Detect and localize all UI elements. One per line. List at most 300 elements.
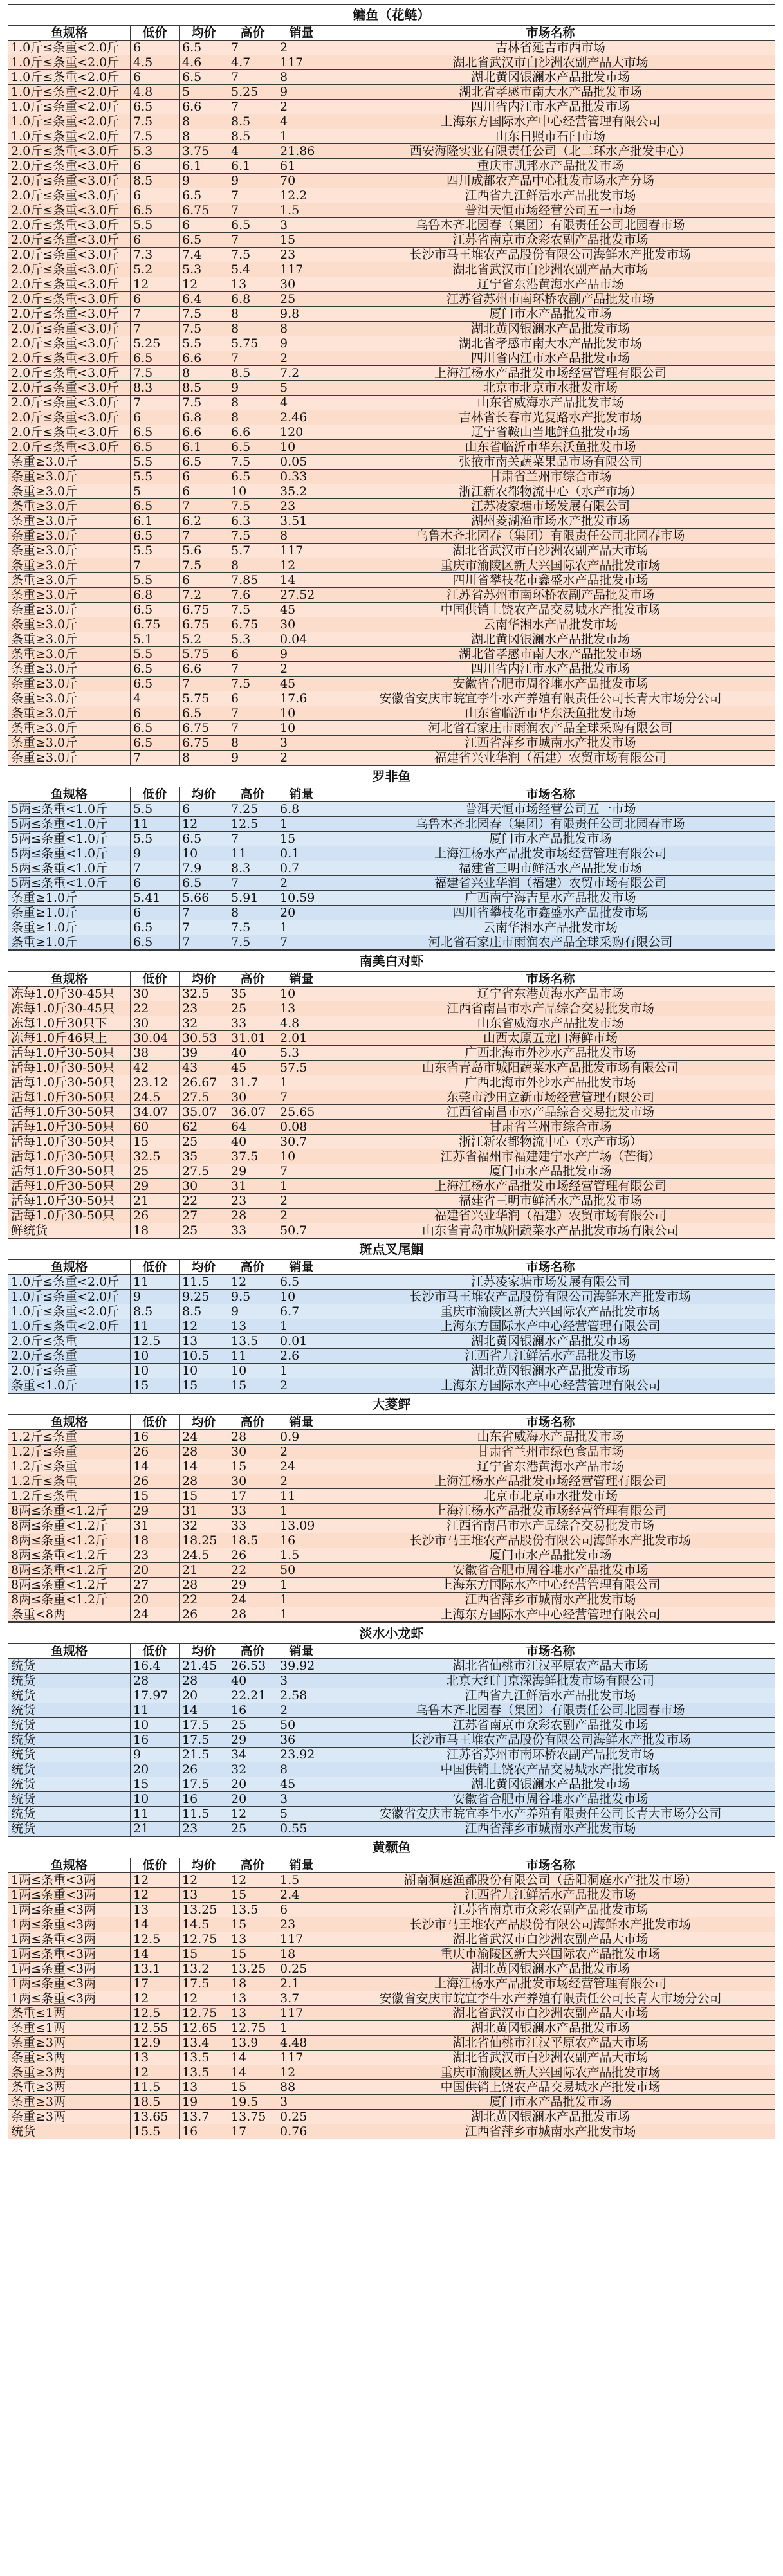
cell-volume: 7 <box>277 935 326 950</box>
cell-market: 江苏省苏州市南环桥农副产品批发市场 <box>326 588 775 603</box>
cell-high: 25 <box>228 1001 277 1016</box>
cell-low: 6.5 <box>131 662 180 677</box>
cell-spec: 1.0斤≤条重<2.0斤 <box>8 1319 131 1334</box>
cell-market: 四川省内江市水产品批发市场 <box>326 662 775 677</box>
table-row <box>8 1519 775 1533</box>
cell-low: 4.5 <box>131 55 180 70</box>
cell-volume: 2 <box>277 1474 326 1489</box>
cell-volume: 50.7 <box>277 1223 326 1238</box>
cell-avg: 6 <box>180 218 228 233</box>
cell-avg: 32.5 <box>180 987 228 1001</box>
column-header-avg: 均价 <box>180 1858 228 1873</box>
cell-high: 9 <box>228 381 277 396</box>
column-header-volume: 销量 <box>277 787 326 802</box>
cell-spec: 活每1.0斤30-50只 <box>8 1194 131 1209</box>
cell-low: 5.5 <box>131 802 180 817</box>
cell-avg: 6.75 <box>180 736 228 751</box>
cell-volume: 12 <box>277 558 326 573</box>
cell-avg: 11.5 <box>180 1275 228 1290</box>
price-table <box>8 1393 775 1622</box>
table-row <box>8 987 775 1001</box>
cell-high: 7.6 <box>228 588 277 603</box>
cell-spec: 鲜统货 <box>8 1223 131 1238</box>
cell-volume: 50 <box>277 1718 326 1733</box>
table-row <box>8 1304 775 1319</box>
table-header-row <box>8 972 775 987</box>
cell-avg: 12 <box>180 277 228 292</box>
section-title: 大菱鲆 <box>8 1394 775 1415</box>
table-row <box>8 41 775 55</box>
cell-volume: 0.25 <box>277 1962 326 1977</box>
cell-low: 7.5 <box>131 114 180 129</box>
table-row <box>8 218 775 233</box>
table-row <box>8 876 775 891</box>
cell-low: 6.5 <box>131 499 180 514</box>
cell-low: 6.5 <box>131 100 180 114</box>
cell-spec: 条重≥3.0斤 <box>8 691 131 706</box>
column-header-avg: 均价 <box>180 787 228 802</box>
column-header-volume: 销量 <box>277 1644 326 1659</box>
table-row <box>8 1718 775 1733</box>
table-row <box>8 144 775 159</box>
table-row <box>8 861 775 876</box>
cell-market: 四川省内江市水产品批发市场 <box>326 100 775 114</box>
table-row <box>8 1703 775 1718</box>
table-row <box>8 2051 775 2065</box>
table-row <box>8 588 775 603</box>
cell-high: 7 <box>228 662 277 677</box>
cell-low: 12.5 <box>131 2006 180 2021</box>
cell-market: 上海江杨水产品批发市场经营管理有限公司 <box>326 1179 775 1194</box>
table-row <box>8 1364 775 1378</box>
cell-volume: 0.76 <box>277 2124 326 2139</box>
cell-spec: 5两≤条重<1.0斤 <box>8 802 131 817</box>
cell-high: 12.75 <box>228 2021 277 2036</box>
column-header-low: 低价 <box>131 1260 180 1275</box>
cell-market: 湖北省武汉市白沙洲农副产品大市场 <box>326 55 775 70</box>
cell-high: 7 <box>228 706 277 721</box>
cell-high: 13.9 <box>228 2036 277 2051</box>
cell-volume: 7.2 <box>277 366 326 381</box>
cell-avg: 6.6 <box>180 100 228 114</box>
cell-market: 湖北黄冈银澜水产品批发市场 <box>326 1334 775 1349</box>
cell-high: 29 <box>228 1578 277 1593</box>
table-row <box>8 1607 775 1622</box>
cell-market: 江西省萍乡市城南水产批发市场 <box>326 2124 775 2139</box>
cell-low: 26 <box>131 1209 180 1223</box>
cell-market: 四川省内江市水产品批发市场 <box>326 351 775 366</box>
table-row <box>8 1001 775 1016</box>
cell-spec: 1两≤条重<3两 <box>8 1991 131 2006</box>
cell-high: 15 <box>228 1888 277 1903</box>
cell-volume: 10.59 <box>277 891 326 906</box>
cell-avg: 12 <box>180 1991 228 2006</box>
cell-avg: 6.5 <box>180 832 228 846</box>
cell-low: 11 <box>131 1319 180 1334</box>
cell-market: 湖北黄冈银澜水产品批发市场 <box>326 2021 775 2036</box>
cell-high: 11 <box>228 846 277 861</box>
table-row <box>8 1903 775 1917</box>
cell-low: 17 <box>131 1977 180 1991</box>
cell-low: 6 <box>131 876 180 891</box>
cell-avg: 6.5 <box>180 70 228 85</box>
cell-market: 重庆市渝陵区新大兴国际农产品批发市场 <box>326 2065 775 2080</box>
cell-low: 42 <box>131 1061 180 1075</box>
cell-avg: 26.67 <box>180 1075 228 1090</box>
cell-high: 31.01 <box>228 1031 277 1046</box>
cell-volume: 1 <box>277 129 326 144</box>
cell-spec: 条重≥3.0斤 <box>8 706 131 721</box>
cell-market: 厦门市水产品批发市场 <box>326 1548 775 1563</box>
cell-high: 29 <box>228 1733 277 1748</box>
cell-market: 福建省三明市鲜活水产品批发市场 <box>326 861 775 876</box>
cell-high: 11 <box>228 1349 277 1364</box>
cell-avg: 20 <box>180 1688 228 1703</box>
column-header-low: 低价 <box>131 787 180 802</box>
cell-avg: 62 <box>180 1120 228 1135</box>
cell-spec: 2.0斤≤条重<3.0斤 <box>8 366 131 381</box>
cell-volume: 12 <box>277 2065 326 2080</box>
cell-spec: 条重≥3.0斤 <box>8 455 131 470</box>
cell-low: 18 <box>131 1533 180 1548</box>
cell-market: 厦门市水产品批发市场 <box>326 307 775 322</box>
cell-low: 6.5 <box>131 736 180 751</box>
cell-volume: 24 <box>277 1459 326 1474</box>
table-row <box>8 1563 775 1578</box>
cell-spec: 1两≤条重<3两 <box>8 1873 131 1888</box>
cell-market: 普洱天恒市场经营公司五一市场 <box>326 802 775 817</box>
table-row <box>8 55 775 70</box>
table-row <box>8 802 775 817</box>
cell-high: 40 <box>228 1674 277 1688</box>
column-header-market: 市场名称 <box>326 1260 775 1275</box>
cell-high: 26 <box>228 1548 277 1563</box>
cell-avg: 13 <box>180 1888 228 1903</box>
cell-volume: 117 <box>277 2051 326 2065</box>
cell-low: 24.5 <box>131 1090 180 1105</box>
cell-high: 30 <box>228 1474 277 1489</box>
cell-high: 5.25 <box>228 85 277 100</box>
cell-market: 长沙市马王堆农产品股份有限公司海鲜水产批发市场 <box>326 1533 775 1548</box>
cell-low: 6 <box>131 410 180 425</box>
table-row <box>8 1378 775 1393</box>
cell-spec: 2.0斤≤条重<3.0斤 <box>8 440 131 455</box>
cell-avg: 27.5 <box>180 1164 228 1179</box>
cell-spec: 1.0斤≤条重<2.0斤 <box>8 55 131 70</box>
cell-avg: 35 <box>180 1149 228 1164</box>
cell-market: 辽宁省东港黄海水产品市场 <box>326 987 775 1001</box>
cell-low: 6 <box>131 188 180 203</box>
table-row <box>8 1075 775 1090</box>
table-row <box>8 573 775 588</box>
cell-market: 浙江新农都物流中心（水产市场） <box>326 484 775 499</box>
cell-market: 西安海隆实业有限责任公司（北二环水产批发中心） <box>326 144 775 159</box>
price-table <box>8 4 775 765</box>
cell-market: 湖北黄冈银澜水产品批发市场 <box>326 632 775 647</box>
cell-avg: 30.53 <box>180 1031 228 1046</box>
cell-avg: 7.5 <box>180 558 228 573</box>
cell-spec: 条重≥3.0斤 <box>8 529 131 544</box>
table-row <box>8 484 775 499</box>
cell-volume: 15 <box>277 832 326 846</box>
cell-spec: 条重≥3两 <box>8 2051 131 2065</box>
cell-market: 吉林省长春市光复路水产批发市场 <box>326 410 775 425</box>
cell-avg: 32 <box>180 1519 228 1533</box>
cell-volume: 0.01 <box>277 1334 326 1349</box>
column-header-high: 高价 <box>228 1644 277 1659</box>
table-row <box>8 410 775 425</box>
cell-low: 5 <box>131 484 180 499</box>
cell-market: 辽宁省东港黄海水产品市场 <box>326 277 775 292</box>
cell-spec: 统货 <box>8 1748 131 1762</box>
cell-market: 长沙市马王堆农产品股份有限公司海鲜水产批发市场 <box>326 248 775 262</box>
cell-low: 6 <box>131 41 180 55</box>
cell-avg: 7.5 <box>180 322 228 336</box>
cell-market: 中国供销上饶农产品交易城水产批发市场 <box>326 1762 775 1777</box>
column-header-low: 低价 <box>131 1644 180 1659</box>
cell-market: 上海东方国际水产中心经营管理有限公司 <box>326 1378 775 1393</box>
table-row <box>8 336 775 351</box>
cell-low: 20 <box>131 1762 180 1777</box>
column-header-high: 高价 <box>228 1260 277 1275</box>
cell-volume: 13.09 <box>277 1519 326 1533</box>
cell-market: 重庆市渝陵区新大兴国际农产品批发市场 <box>326 558 775 573</box>
cell-volume: 2 <box>277 751 326 765</box>
column-header-spec: 鱼规格 <box>8 26 131 41</box>
cell-low: 7.3 <box>131 248 180 262</box>
cell-avg: 6.6 <box>180 425 228 440</box>
cell-market: 云南华湘水产品批发市场 <box>326 920 775 935</box>
cell-market: 湖州菱湖渔市场水产批发市场 <box>326 514 775 529</box>
cell-spec: 1.0斤≤条重<2.0斤 <box>8 129 131 144</box>
cell-high: 7 <box>228 41 277 55</box>
cell-market: 中国供销上饶农产品交易城水产批发市场 <box>326 2080 775 2095</box>
cell-volume: 21.86 <box>277 144 326 159</box>
cell-spec: 条重≥3.0斤 <box>8 677 131 691</box>
cell-low: 11 <box>131 1807 180 1822</box>
cell-spec: 1.2斤≤条重 <box>8 1430 131 1445</box>
table-row <box>8 70 775 85</box>
cell-spec: 条重≥3.0斤 <box>8 484 131 499</box>
table-row <box>8 381 775 396</box>
cell-market: 乌鲁木齐北园春（集团）有限责任公司北园春市场 <box>326 1703 775 1718</box>
cell-spec: 统货 <box>8 1777 131 1792</box>
cell-high: 37.5 <box>228 1149 277 1164</box>
cell-market: 上海东方国际水产中心经营管理有限公司 <box>326 1607 775 1622</box>
cell-spec: 1两≤条重<3两 <box>8 1962 131 1977</box>
cell-high: 12.5 <box>228 817 277 832</box>
cell-market: 安徽省安庆市皖宜李牛水产养殖有限责任公司长青大市场分公司 <box>326 1807 775 1822</box>
cell-avg: 8.5 <box>180 1304 228 1319</box>
cell-low: 5.5 <box>131 573 180 588</box>
cell-volume: 2.6 <box>277 1349 326 1364</box>
cell-high: 5.4 <box>228 262 277 277</box>
cell-avg: 8 <box>180 366 228 381</box>
cell-low: 29 <box>131 1504 180 1519</box>
cell-volume: 61 <box>277 159 326 174</box>
cell-market: 福建省兴业华润（福建）农贸市场有限公司 <box>326 876 775 891</box>
cell-low: 5.2 <box>131 262 180 277</box>
table-row <box>8 617 775 632</box>
cell-market: 安徽省安庆市皖宜李牛水产养殖有限责任公司长青大市场分公司 <box>326 1991 775 2006</box>
cell-volume: 4 <box>277 114 326 129</box>
cell-avg: 10 <box>180 846 228 861</box>
cell-volume: 1 <box>277 1578 326 1593</box>
price-table <box>8 1622 775 1836</box>
cell-market: 上海东方国际水产中心经营管理有限公司 <box>326 1578 775 1593</box>
cell-high: 40 <box>228 1046 277 1061</box>
table-row <box>8 1430 775 1445</box>
cell-low: 5.5 <box>131 470 180 484</box>
cell-low: 20 <box>131 1593 180 1607</box>
cell-avg: 5.3 <box>180 262 228 277</box>
column-header-spec: 鱼规格 <box>8 1644 131 1659</box>
cell-high: 8.5 <box>228 366 277 381</box>
column-header-high: 高价 <box>228 972 277 987</box>
cell-avg: 6.5 <box>180 706 228 721</box>
cell-market: 江西省九江鲜活水产品批发市场 <box>326 188 775 203</box>
cell-low: 12 <box>131 277 180 292</box>
cell-avg: 6 <box>180 802 228 817</box>
cell-high: 7 <box>228 233 277 248</box>
cell-volume: 23 <box>277 499 326 514</box>
cell-low: 25 <box>131 1164 180 1179</box>
cell-high: 33 <box>228 1519 277 1533</box>
cell-volume: 3 <box>277 218 326 233</box>
cell-high: 15 <box>228 1917 277 1932</box>
section-title: 斑点叉尾鮰 <box>8 1239 775 1260</box>
cell-high: 18 <box>228 1977 277 1991</box>
cell-market: 乌鲁木齐北园春（集团）有限责任公司北园春市场 <box>326 817 775 832</box>
cell-volume: 3.7 <box>277 1991 326 2006</box>
cell-high: 10 <box>228 1364 277 1378</box>
cell-low: 9 <box>131 1748 180 1762</box>
cell-volume: 1 <box>277 1607 326 1622</box>
cell-avg: 21.5 <box>180 1748 228 1762</box>
cell-volume: 9 <box>277 85 326 100</box>
cell-high: 33 <box>228 1223 277 1238</box>
cell-low: 10 <box>131 1364 180 1378</box>
cell-volume: 0.04 <box>277 632 326 647</box>
cell-high: 8 <box>228 396 277 410</box>
table-header-row <box>8 1260 775 1275</box>
cell-high: 26.53 <box>228 1659 277 1674</box>
cell-volume: 2 <box>277 662 326 677</box>
column-header-volume: 销量 <box>277 26 326 41</box>
cell-high: 8 <box>228 558 277 573</box>
cell-low: 11 <box>131 1703 180 1718</box>
table-row <box>8 262 775 277</box>
cell-volume: 23.92 <box>277 1748 326 1762</box>
cell-spec: 条重≥3.0斤 <box>8 751 131 765</box>
cell-spec: 条重≥1.0斤 <box>8 920 131 935</box>
cell-spec: 1两≤条重<3两 <box>8 1977 131 1991</box>
cell-market: 重庆市渝陵区新大兴国际农产品批发市场 <box>326 1304 775 1319</box>
cell-low: 6.5 <box>131 721 180 736</box>
cell-spec: 统货 <box>8 1674 131 1688</box>
cell-avg: 6.1 <box>180 159 228 174</box>
cell-spec: 2.0斤≤条重<3.0斤 <box>8 262 131 277</box>
table-row <box>8 1873 775 1888</box>
cell-spec: 8两≤条重<1.2斤 <box>8 1519 131 1533</box>
cell-avg: 5.5 <box>180 336 228 351</box>
cell-avg: 6.8 <box>180 410 228 425</box>
cell-volume: 0.9 <box>277 1430 326 1445</box>
cell-avg: 13.7 <box>180 2110 228 2124</box>
cell-high: 9 <box>228 1304 277 1319</box>
table-row <box>8 935 775 950</box>
table-row <box>8 1991 775 2006</box>
cell-low: 13.65 <box>131 2110 180 2124</box>
cell-low: 18.5 <box>131 2095 180 2110</box>
cell-volume: 2 <box>277 41 326 55</box>
cell-volume: 117 <box>277 2006 326 2021</box>
cell-market: 湖北黄冈银澜水产品批发市场 <box>326 1364 775 1378</box>
cell-low: 7.5 <box>131 366 180 381</box>
cell-avg: 22 <box>180 1593 228 1607</box>
cell-high: 7.5 <box>228 935 277 950</box>
cell-avg: 8 <box>180 751 228 765</box>
cell-spec: 活每1.0斤30-50只 <box>8 1075 131 1090</box>
cell-volume: 4.48 <box>277 2036 326 2051</box>
column-header-low: 低价 <box>131 26 180 41</box>
cell-market: 江西省九江鲜活水产品批发市场 <box>326 1688 775 1703</box>
cell-market: 长沙市马王堆农产品股份有限公司海鲜水产批发市场 <box>326 1733 775 1748</box>
cell-low: 7 <box>131 861 180 876</box>
cell-volume: 117 <box>277 262 326 277</box>
cell-volume: 9 <box>277 647 326 662</box>
column-header-market: 市场名称 <box>326 1644 775 1659</box>
cell-avg: 43 <box>180 1061 228 1075</box>
table-row <box>8 558 775 573</box>
cell-spec: 条重≥3.0斤 <box>8 721 131 736</box>
table-row <box>8 1334 775 1349</box>
cell-market: 安徽省合肥市周谷堆水产品批发市场 <box>326 677 775 691</box>
cell-volume: 5.3 <box>277 1046 326 1061</box>
cell-low: 6.1 <box>131 514 180 529</box>
cell-low: 6.5 <box>131 529 180 544</box>
cell-high: 9 <box>228 174 277 188</box>
cell-low: 14 <box>131 1917 180 1932</box>
cell-spec: 1两≤条重<3两 <box>8 1888 131 1903</box>
cell-low: 15 <box>131 1489 180 1504</box>
column-header-high: 高价 <box>228 787 277 802</box>
cell-avg: 18.25 <box>180 1533 228 1548</box>
column-header-spec: 鱼规格 <box>8 1260 131 1275</box>
cell-high: 6.5 <box>228 218 277 233</box>
cell-avg: 39 <box>180 1046 228 1061</box>
cell-spec: 统货 <box>8 1733 131 1748</box>
cell-volume: 1 <box>277 817 326 832</box>
cell-spec: 2.0斤≤条重<3.0斤 <box>8 233 131 248</box>
cell-spec: 2.0斤≤条重<3.0斤 <box>8 381 131 396</box>
cell-high: 40 <box>228 1135 277 1149</box>
cell-high: 15 <box>228 1378 277 1393</box>
cell-high: 17 <box>228 1489 277 1504</box>
cell-spec: 条重≥3两 <box>8 2080 131 2095</box>
cell-volume: 7 <box>277 1090 326 1105</box>
cell-low: 31 <box>131 1519 180 1533</box>
cell-market: 山东省威海水产品批发市场 <box>326 396 775 410</box>
cell-avg: 24.5 <box>180 1548 228 1563</box>
cell-low: 6 <box>131 233 180 248</box>
cell-high: 25 <box>228 1718 277 1733</box>
cell-high: 15 <box>228 1947 277 1962</box>
cell-low: 13 <box>131 2051 180 2065</box>
cell-market: 湖北省武汉市白沙洲农副产品大市场 <box>326 262 775 277</box>
cell-low: 5.5 <box>131 455 180 470</box>
cell-avg: 6.6 <box>180 351 228 366</box>
